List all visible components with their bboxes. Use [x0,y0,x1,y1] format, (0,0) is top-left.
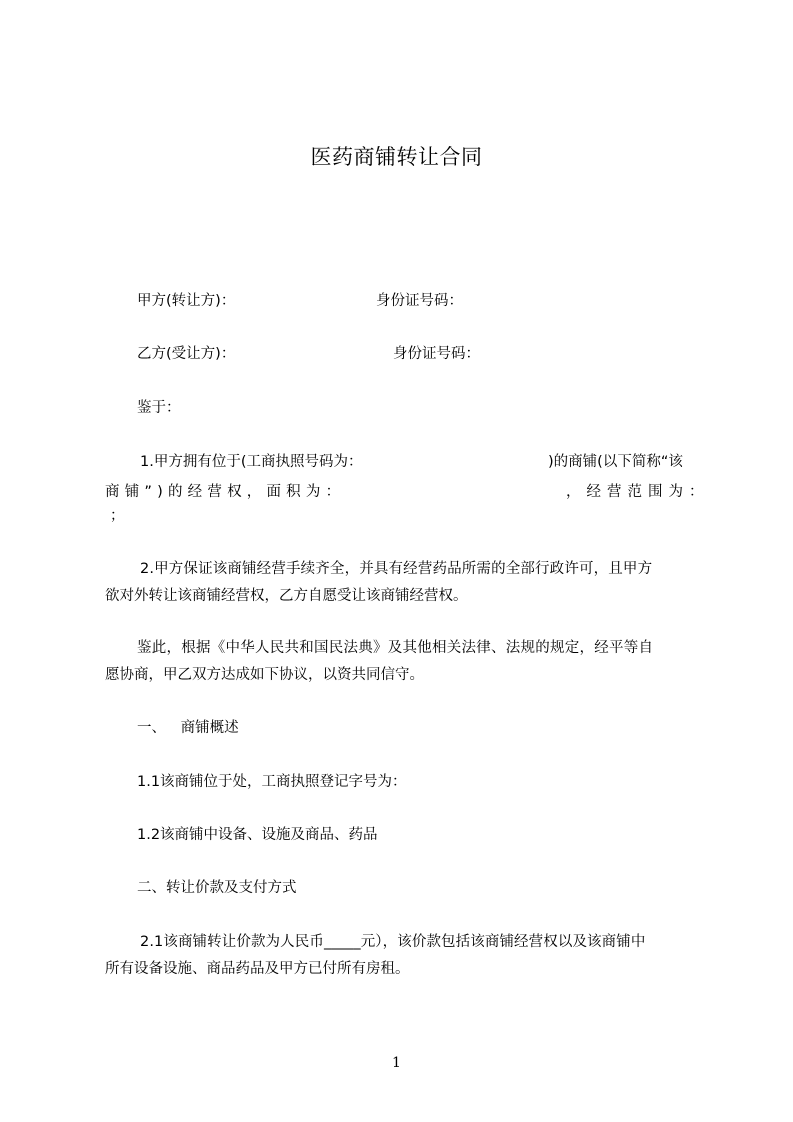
party-a-label: 甲方(转让方)： [137,293,236,309]
clause-2-line2: 欲对外转让该商铺经营权，乙方自愿受让该商铺经营权。 [105,588,468,604]
clause-1-line1-right: )的商铺(以下简称“该 [548,454,683,470]
document-title: 医药商铺转让合同 [310,145,483,169]
party-b-label: 乙方(受让方)： [137,346,236,362]
item-1-2: 1.2该商铺中设备、设施及商品、药品 [137,827,378,843]
page-number: 1 [392,1055,401,1071]
section-1-heading: 一、 商铺概述 [137,720,239,736]
clause-1-line2-a: 商铺”)的经营权，面积为： [105,484,346,500]
party-b-id-label: 身份证号码： [393,346,480,362]
clause-1-line1-left: 1.甲方拥有位于(工商执照号码为： [140,454,363,470]
recital-line2: 愿协商，甲乙双方达成如下协议，以资共同信守。 [105,667,424,683]
clause-2-line1: 2.甲方保证该商铺经营手续齐全，并具有经营药品所需的全部行政许可，且甲方 [140,561,653,577]
item-1-1: 1.1该商铺位于处，工商执照登记字号为： [137,774,407,790]
recital-line1: 鉴此，根据《中华人民共和国民法典》及其他相关法律、法规的规定，经平等自 [137,640,654,656]
item-2-1-line2: 所有设备设施、商品药品及甲方已付所有房租。 [105,961,410,977]
clause-1-line3: ； [110,508,125,524]
whereas-label: 鉴于： [137,400,181,416]
clause-1-line2-b: ，经营范围为： [566,484,710,500]
section-2-heading: 二、转让价款及支付方式 [137,880,297,896]
item-2-1-line1: 2.1该商铺转让价款为人民币_____元），该价款包括该商铺经营权以及该商铺中 [140,934,646,950]
party-a-id-label: 身份证号码： [376,293,463,309]
